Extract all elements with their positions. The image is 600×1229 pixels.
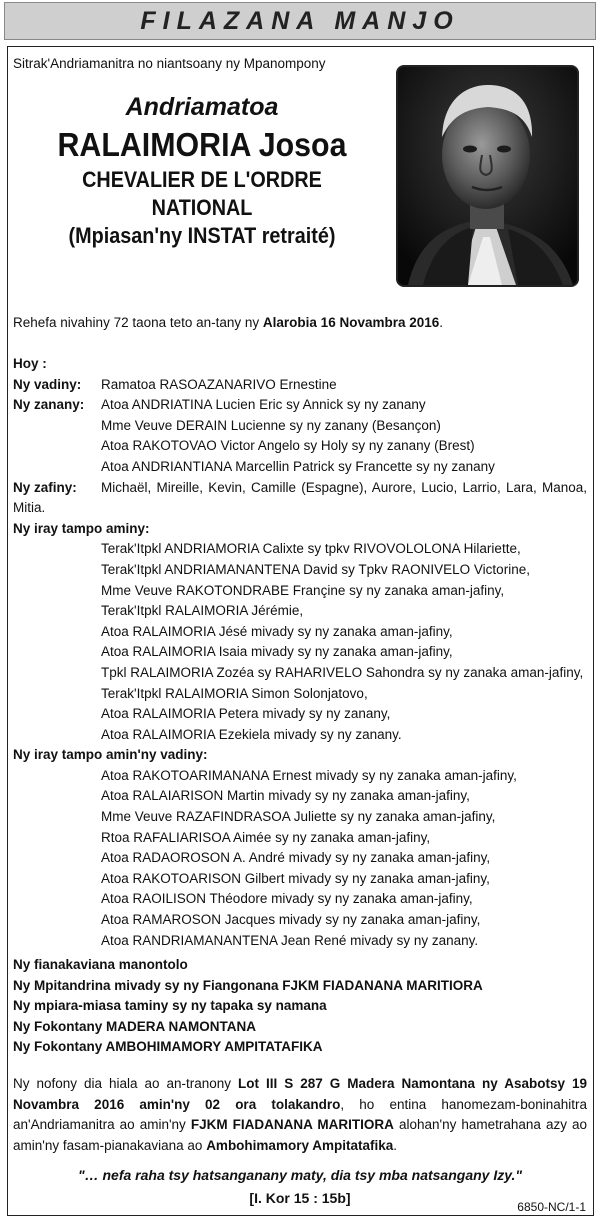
hoy-label: Hoy : (13, 356, 47, 371)
children-label: Ny zanany: (13, 397, 85, 413)
spouse-sibling-item: Rtoa RAFALIARISOA Aimée sy ny zanaka aman-jafiny, (101, 829, 431, 845)
burial-text: Ny nofony dia hiala ao an-tranony (13, 1076, 239, 1091)
grandchildren-names: Michaël, Mireille, Kevin, Camille (Espagne), Aurore, Lucio, Larrio, Lara, Manoa, Mitia. (13, 479, 587, 516)
spouse-sibling-item: Mme Veuve RAZAFINDRASOA Juliette sy ny zanaka aman-jafiny, (101, 809, 496, 825)
ad-code: 6850-NC/1-1 (517, 1200, 586, 1214)
spouse-sibling-item: Atoa RADAOROSON A. André mivady sy ny zanaka aman-jafiny, (101, 850, 491, 866)
portrait-photo (396, 65, 579, 287)
spouse-name: Ramatoa RASOAZANARIVO Ernestine (101, 376, 337, 392)
deceased-name: RALAIMORIA Josoa (57, 126, 347, 163)
siblings-label: Ny iray tampo aminy: (13, 520, 150, 536)
title-line-2: NATIONAL (151, 195, 253, 220)
death-suffix: . (439, 315, 444, 330)
deceased-name-block (14, 90, 390, 250)
death-date: Alarobia 16 Novambra 2016 (262, 315, 440, 330)
scripture-reference: [I. Kor 15 : 15b] (249, 1190, 351, 1206)
intro-line: Sitrak'Andriamanitra no niantsoany ny Mpanompony (13, 56, 326, 71)
scripture-quote: "… nefa raha tsy hatsanganany maty, dia tsy mba natsangany Izy." (77, 1167, 523, 1183)
hoy-line (13, 354, 587, 375)
notice-body (13, 313, 587, 334)
family-list (13, 354, 587, 951)
burial-text: , ho entina hanomezam-boninahitra an'Andriamanitra ao amin'ny (13, 1096, 587, 1133)
spouse-sibling-item: Atoa RAOILISON Théodore mivady sy ny zanaka aman-jafiny, (101, 891, 473, 907)
spouse-sibling-item: Atoa RANDRIAMANANTENA Jean René mivady sy ny zanany. (101, 932, 479, 948)
death-announcement (13, 313, 587, 334)
sibling-item: Terak'Itpkl RALAIMORIA Jérémie, (101, 603, 304, 619)
burial-location: Lot III S 287 G Madera Namontana ny Asabotsy 19 Novambra 2016 amin'ny 02 ora tolakandro (13, 1076, 587, 1112)
sibling-item: Atoa RALAIMORIA Isaia mivady sy ny zanaka aman-jafiny, (101, 644, 453, 660)
children-line (13, 395, 587, 416)
sibling-item: Terak'Itpkl RALAIMORIA Simon Solonjatovo, (101, 685, 368, 701)
burial-cemetery: Ambohimamory Ampitatafika (206, 1137, 394, 1153)
child-item: Atoa RAKOTOVAO Victor Angelo sy Holy sy ny zanany (Brest) (101, 438, 475, 454)
child-item: Mme Veuve DERAIN Lucienne sy ny zanany (Besançon) (101, 417, 441, 433)
sibling-item: Terak'Itpkl ANDRIAMANANTENA David sy Tpkv RAONIVELO Victorine, (101, 561, 530, 577)
burial-text: . (393, 1137, 397, 1153)
spouse-sibling-item: Atoa RALAIARISON Martin mivady sy ny zanaka aman-jafiny, (101, 788, 470, 804)
portrait-image (398, 67, 577, 285)
spouse-sibling-item: Atoa RAKOTOARISON Gilbert mivady sy ny zanaka aman-jafiny, (101, 870, 490, 886)
mourner-group: Ny mpiara-miasa taminy sy ny tapaka sy namana (13, 998, 327, 1014)
sibling-item: Tpkl RALAIMORIA Zozéa sy RAHARIVELO Sahondra sy ny zanaka aman-jafiny, (101, 664, 584, 680)
grandchildren-line (13, 478, 587, 519)
burial-paragraph (13, 1074, 587, 1156)
mourner-group: Ny Fokontany AMBOHIMAMORY AMPITATAFIKA (13, 1039, 323, 1055)
mourner-group: Ny fianakaviana manontolo (13, 957, 188, 972)
spouse-sibling-item: Atoa RAKOTOARIMANANA Ernest mivady sy ny zanaka aman-jafiny, (101, 767, 517, 783)
honorific: Andriamatoa (125, 93, 279, 121)
sibling-item: Mme Veuve RAKOTONDRABE Françine sy ny zanaka aman-jafiny, (101, 582, 505, 598)
death-prefix: Rehefa nivahiny 72 taona teto an-tany ny (13, 315, 263, 330)
spouse-label: Ny vadiny: (13, 376, 82, 392)
sibling-item: Atoa RALAIMORIA Ezekiela mivady sy ny zanany. (101, 726, 402, 742)
mourner-group: Ny Fokontany MADERA NAMONTANA (13, 1018, 256, 1034)
spouse-siblings-label: Ny iray tampo amin'ny vadiny: (13, 747, 208, 763)
sibling-item: Atoa RALAIMORIA Petera mivady sy ny zanany, (101, 706, 391, 722)
burial-church: FJKM FIADANANA MARITIORA (190, 1117, 394, 1133)
mourner-groups (13, 955, 587, 1058)
title-line-1: CHEVALIER DE L'ORDRE (82, 167, 322, 192)
mourner-group: Ny Mpitandrina mivady sy ny Fiangonana FJKM FIADANANA MARITIORA (13, 977, 483, 993)
sibling-item: Terak'Itpkl ANDRIAMORIA Calixte sy tpkv RIVOVOLOLONA Hilariette, (101, 541, 521, 557)
spouse-line (13, 375, 587, 396)
child-item: Atoa ANDRIANTIANA Marcellin Patrick sy Francette sy ny zanany (101, 458, 495, 474)
grandchildren-label: Ny zafiny: (13, 479, 77, 495)
child-item: Atoa ANDRIATINA Lucien Eric sy Annick sy ny zanany (101, 397, 426, 413)
spouse-sibling-item: Atoa RAMAROSON Jacques mivady sy ny zanaka aman-jafiny, (101, 912, 481, 928)
sibling-item: Atoa RALAIMORIA Jésé mivady sy ny zanaka aman-jafiny, (101, 623, 453, 639)
title-line-3: (Mpiasan'ny INSTAT retraité) (68, 223, 336, 248)
notice-header: FILAZANA MANJO (4, 2, 596, 40)
burial-text: alohan'ny hametrahana azy ao amin'ny fasam-pianakaviana ao (13, 1117, 588, 1153)
